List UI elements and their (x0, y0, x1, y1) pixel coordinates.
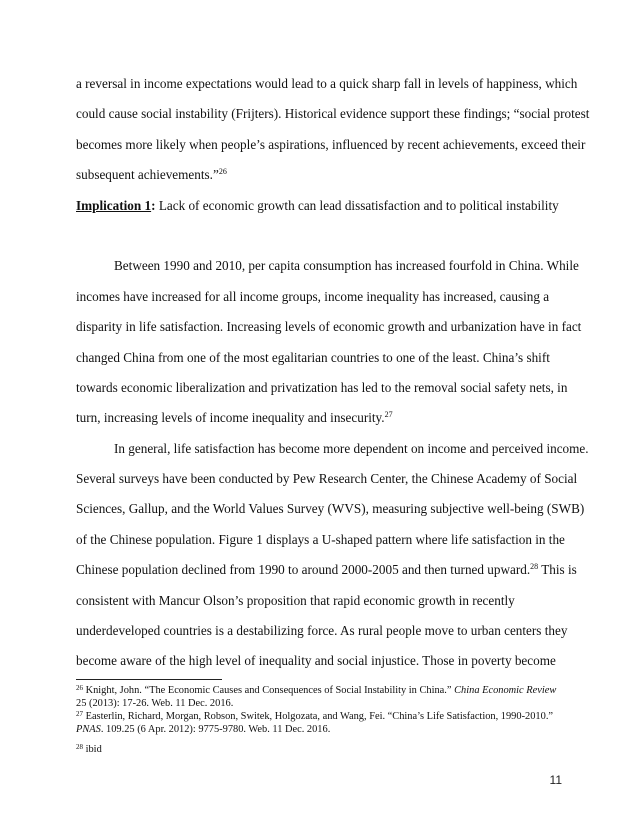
implication-heading (76, 191, 572, 221)
footnote-28 (76, 743, 576, 756)
text-line: could cause social instability (Frijters). Historical evidence support these findings; “social protest (76, 106, 590, 122)
footnote-27-cont (76, 723, 576, 736)
text-line: incomes have increased for all income groups, income inequality has increased, causing a (76, 288, 550, 304)
footnote-number: 27 (76, 710, 83, 718)
text-line: Between 1990 and 2010, per capita consumption has increased fourfold in China. While (114, 258, 579, 274)
footnote-text: Easterlin, Richard, Morgan, Robson, Switek, Holgozata, and Wang, Fei. “China’s Life Satisfaction, 1990-2010.” (83, 711, 554, 722)
text-line: of the Chinese population. Figure 1 displays a U-shaped pattern where life satisfaction in the (76, 531, 565, 547)
footnote-number: 26 (76, 684, 83, 692)
page-number: 11 (549, 773, 562, 787)
footnote-number: 28 (76, 743, 83, 751)
text-line: Several surveys have been conducted by Pew Research Center, the Chinese Academy of Social (76, 471, 578, 487)
text-segment: turn, increasing levels of income inequality and insecurity. (76, 410, 385, 426)
text-segment: Chinese population declined from 1990 to around 2000-2005 and then turned upward. (76, 562, 531, 578)
footnote-divider (76, 679, 222, 680)
text-line: changed China from one of the most egalitarian countries to one of the least. China’s shift (76, 349, 550, 365)
footnote-text: . 109.25 (6 Apr. 2012): 9775-9780. Web. 11 Dec. 2016. (100, 724, 331, 735)
footnote-27 (76, 710, 576, 723)
implication-text: Lack of economic growth can lead dissatisfaction and to political instability (155, 197, 559, 213)
text-line: consistent with Mancur Olson’s proposition that rapid economic growth in recently (76, 592, 515, 608)
footnote-ref-28[interactable]: 28 (530, 562, 539, 572)
footnotes (76, 684, 576, 756)
text-segment: subsequent achievements.” (76, 167, 219, 183)
footnote-ref-27[interactable]: 27 (384, 410, 393, 420)
text-line (76, 403, 572, 433)
footnote-journal: PNAS (76, 724, 101, 735)
implication-colon: : (151, 197, 156, 213)
text-line: a reversal in income expectations would lead to a quick sharp fall in levels of happiness, which (76, 76, 578, 91)
footnote-26 (76, 684, 576, 697)
footnote-text: Knight, John. “The Economic Causes and Consequences of Social Instability in China.” (83, 685, 455, 696)
text-line: In general, life satisfaction has become more dependent on income and perceived income. (114, 440, 589, 456)
footnote-journal: China Economic Review (454, 685, 557, 696)
footnote-text: ibid (83, 744, 102, 755)
text-line: disparity in life satisfaction. Increasing levels of economic growth and urbanization have in fact (76, 319, 582, 335)
text-line (76, 555, 577, 585)
implication-label: Implication 1 (76, 197, 152, 213)
text-line (76, 160, 572, 190)
text-segment: This is (538, 562, 577, 578)
text-line: underdeveloped countries is a destabilizing force. As rural people move to urban centers they (76, 623, 568, 639)
blank-line (76, 221, 572, 251)
footnote-26-cont: 25 (2013): 17-26. Web. 11 Dec. 2016. (76, 698, 234, 709)
text-line: becomes more likely when people’s aspirations, influenced by recent achievements, exceed their (76, 136, 586, 152)
body-text (76, 69, 590, 677)
footnote-ref-26[interactable]: 26 (218, 167, 227, 177)
text-line: Sciences, Gallup, and the World Values Survey (WVS), measuring subjective well-being (SWB) (76, 501, 585, 517)
text-line: towards economic liberalization and privatization has led to the removal social safety nets, in (76, 379, 568, 395)
text-line: become aware of the high level of inequality and social injustice. Those in poverty become (76, 653, 556, 669)
